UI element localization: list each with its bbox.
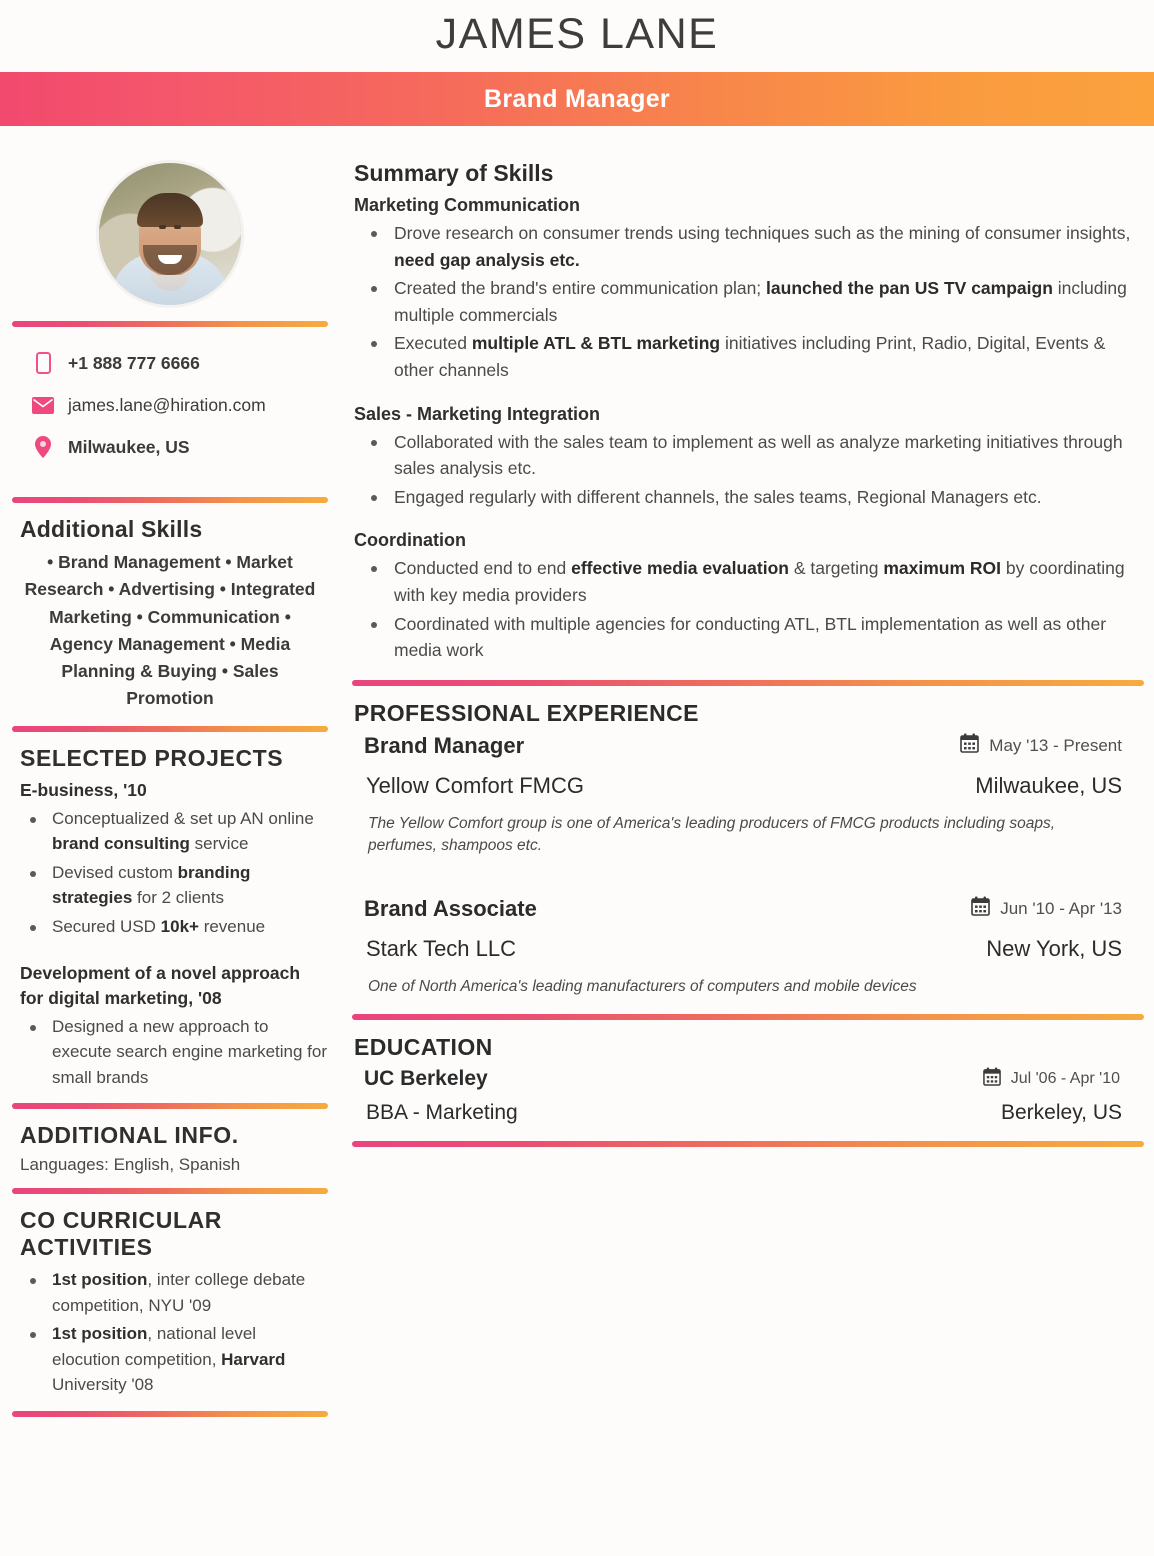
experience-entry — [352, 896, 1144, 998]
experience-description: One of North America's leading manufacturers of computers and mobile devices — [368, 977, 917, 995]
education-school: UC Berkeley — [364, 1067, 488, 1091]
list-item: Conducted end to end effective media evaluation & targeting maximum ROI by coordinating with key media providers — [364, 555, 1144, 608]
additional-skills-list: • Brand Management • Market Research • Advertising • Integrated Marketing • Communication • Agency Management • Media Planning & Buying • Sales Promotion — [24, 552, 316, 709]
divider-bottom-left — [12, 1411, 328, 1417]
calendar-icon — [960, 733, 979, 758]
divider-after-projects — [12, 1103, 328, 1109]
selected-projects-section — [12, 745, 328, 1090]
project-bullets — [26, 806, 328, 940]
experience-organization: Yellow Comfort FMCG — [366, 772, 585, 798]
divider-before-education — [352, 1014, 1144, 1020]
divider-after-skills — [12, 726, 328, 732]
project-bullets — [26, 1014, 328, 1091]
additional-info-languages: Languages: English, Spanish — [20, 1155, 241, 1175]
contact-block — [12, 340, 328, 484]
skills-group-bullets — [364, 429, 1144, 511]
experience-location: New York, US — [986, 935, 1122, 961]
skills-group-bullets — [364, 220, 1144, 384]
divider-before-experience — [352, 680, 1144, 686]
list-item: Executed multiple ATL & BTL marketing initiatives including Print, Radio, Digital, Events & other channels — [364, 330, 1144, 383]
co-curricular-bullets — [26, 1267, 328, 1398]
divider-after-info — [12, 1188, 328, 1194]
education-heading: EDUCATION — [354, 1034, 493, 1061]
list-item: Engaged regularly with different channels, the sales teams, Regional Managers etc. — [364, 484, 1144, 511]
left-column — [0, 126, 340, 1430]
avatar — [96, 160, 244, 308]
list-item: Coordinated with multiple agencies for conducting ATL, BTL implementation as well as other media work — [364, 611, 1144, 664]
skills-group-label: Marketing Communication — [354, 195, 581, 215]
experience-org-row — [352, 936, 1144, 962]
experience-description: The Yellow Comfort group is one of America's leading producers of FMCG products including soaps, perfumes, shampoos etc. — [368, 814, 1056, 855]
calendar-icon — [983, 1067, 1001, 1091]
summary-of-skills-heading: Summary of Skills — [354, 160, 554, 186]
experience-job-title: Brand Associate — [364, 895, 537, 921]
contact-phone-row[interactable] — [32, 352, 328, 374]
experience-entry — [352, 733, 1144, 858]
education-section — [352, 1034, 1144, 1125]
list-item: Secured USD 10k+ revenue — [26, 914, 328, 940]
job-title-bar — [0, 72, 1154, 126]
experience-job-title: Brand Manager — [364, 732, 525, 758]
professional-experience-section — [352, 700, 1144, 998]
experience-date-text: Jun '10 - Apr '13 — [1000, 898, 1122, 918]
divider-after-photo — [12, 321, 328, 327]
education-entry-row — [352, 1067, 1144, 1091]
project-title: Development of a novel approach for digital marketing, '08 — [20, 963, 301, 1008]
experience-entry-row — [352, 896, 1144, 922]
right-column — [340, 126, 1154, 1161]
divider-after-contact — [12, 497, 328, 503]
experience-org-row — [352, 773, 1144, 799]
education-date-text: Jul '06 - Apr '10 — [1010, 1070, 1120, 1088]
experience-organization: Stark Tech LLC — [366, 935, 517, 961]
list-item: Collaborated with the sales team to implement as well as analyze marketing initiatives through sales analysis etc. — [364, 429, 1144, 482]
experience-date — [960, 733, 1122, 758]
education-date — [983, 1067, 1120, 1091]
experience-entry-row — [352, 733, 1144, 759]
education-entry — [352, 1067, 1144, 1125]
contact-location: Milwaukee, US — [68, 436, 190, 457]
contact-email-row[interactable] — [32, 394, 328, 416]
list-item: Created the brand's entire communication plan; launched the pan US TV campaign including multiple commercials — [364, 275, 1144, 328]
experience-date — [971, 896, 1122, 921]
phone-icon — [32, 352, 54, 374]
list-item: 1st position, inter college debate competition, NYU '09 — [26, 1267, 328, 1318]
avatar-wrapper — [12, 126, 328, 308]
list-item: Conceptualized & set up AN online brand consulting service — [26, 806, 328, 857]
experience-location: Milwaukee, US — [975, 772, 1122, 798]
professional-experience-heading: PROFESSIONAL EXPERIENCE — [354, 699, 699, 726]
co-curricular-heading: CO CURRICULAR ACTIVITIES — [20, 1207, 223, 1261]
project-title: E-business, '10 — [20, 779, 147, 800]
divider-bottom-right — [352, 1141, 1144, 1147]
avatar-eye-left — [159, 225, 166, 229]
calendar-icon — [971, 896, 990, 921]
page-title: JAMES LANE — [435, 9, 719, 58]
list-item: Devised custom branding strategies for 2 clients — [26, 860, 328, 911]
location-pin-icon — [32, 436, 54, 458]
additional-info-section — [12, 1122, 328, 1175]
skills-group-label: Sales - Marketing Integration — [354, 403, 601, 424]
list-item: Designed a new approach to execute search engine marketing for small brands — [26, 1014, 328, 1091]
selected-projects-heading: SELECTED PROJECTS — [20, 744, 284, 771]
skills-group-bullets — [364, 555, 1144, 663]
experience-date-text: May '13 - Present — [989, 735, 1122, 755]
contact-phone: +1 888 777 6666 — [68, 352, 200, 373]
co-curricular-section — [12, 1207, 328, 1398]
education-location: Berkeley, US — [1001, 1101, 1122, 1125]
skills-group-label: Coordination — [354, 530, 466, 551]
email-icon — [32, 394, 54, 416]
additional-skills-section — [12, 516, 328, 713]
education-degree-row — [352, 1101, 1144, 1125]
resume-body — [0, 126, 1154, 1430]
avatar-eye-right — [174, 225, 181, 229]
education-degree: BBA - Marketing — [366, 1101, 518, 1125]
contact-email: james.lane@hiration.com — [68, 394, 266, 415]
job-title: Brand Manager — [484, 84, 670, 113]
list-item: Drove research on consumer trends using techniques such as the mining of consumer insights, need gap analysis etc. — [364, 220, 1144, 273]
additional-skills-heading: Additional Skills — [20, 516, 203, 542]
additional-info-heading: ADDITIONAL INFO. — [20, 1122, 239, 1149]
list-item: 1st position, national level elocution competition, Harvard University '08 — [26, 1321, 328, 1398]
contact-location-row[interactable] — [32, 436, 328, 458]
summary-of-skills-section — [352, 160, 1144, 664]
